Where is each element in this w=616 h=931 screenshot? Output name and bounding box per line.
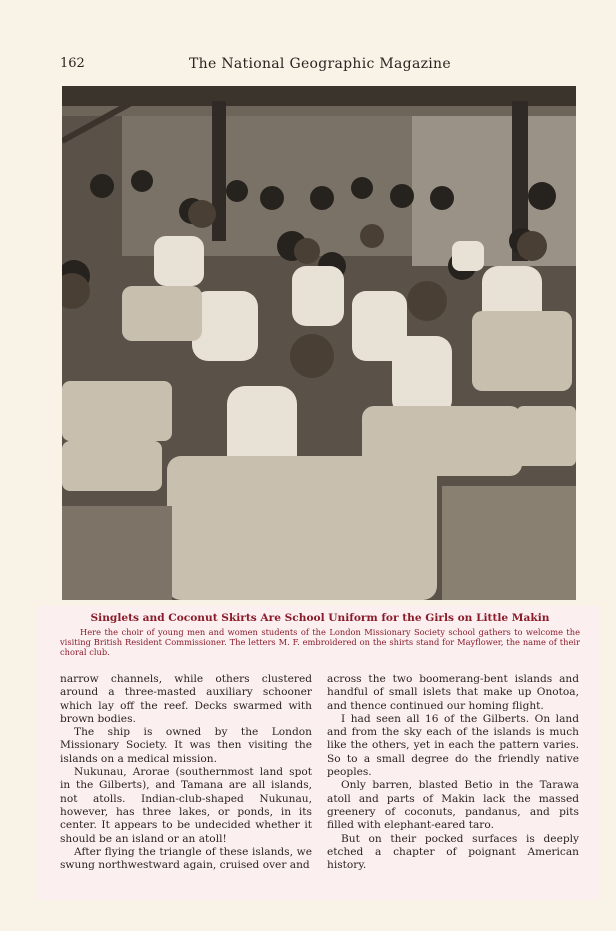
paragraph: I had seen all 16 of the Gilberts. On land and from the sky each of the islands is much like the others, yet in each the pattern varies. So to a small degree do the friendly native peoples.: [327, 712, 579, 779]
paragraph: But on their pocked surfaces is deeply etched a chapter of poignant American history.: [327, 832, 579, 872]
paragraph: across the two boomerang-bent islands and handful of small islets that make up Onotoa, and thence continued our homing flight.: [327, 673, 579, 712]
text-column-right: [327, 673, 579, 872]
page-number: 162: [60, 56, 85, 71]
paragraph: Only barren, blasted Betio in the Tarawa atoll and parts of Makin lack the massed greenery of coconuts, pandanus, and pits filled with elephant-eared taro.: [327, 779, 579, 832]
paragraph: Nukunau, Arorae (southernmost land spot in the Gilberts), and Tamana are all islands, not atolls. Indian-club-shaped Nukunau, however, has three lakes, or ponds, in its center. It appears to be undecided whether it should be an island or an atoll!: [60, 766, 312, 845]
page-header: [60, 56, 580, 76]
photograph-icon: [62, 86, 576, 600]
paragraph: The ship is owned by the London Missionary Society. It was then visiting the islands on a medical mission.: [60, 726, 312, 765]
text-column-left: [60, 673, 312, 872]
running-title: The National Geographic Magazine: [189, 56, 451, 72]
photograph: [62, 86, 576, 600]
caption-title: Singlets and Coconut Skirts Are School Uniform for the Girls on Little Makin: [90, 612, 550, 624]
caption-body: Here the choir of young men and women students of the London Missionary Society school gathers to welcome the visiting British Resident Commissioner. The letters M. F. embroidered on the shirts stand for Mayflower, the name of their choral club.: [60, 627, 580, 657]
paragraph: After flying the triangle of these islands, we swung northwestward again, cruised over and: [60, 845, 312, 872]
paragraph: narrow channels, while others clustered around a three-masted auxiliary schooner which lay off the reef. Decks swarmed with brown bodies.: [60, 673, 312, 725]
